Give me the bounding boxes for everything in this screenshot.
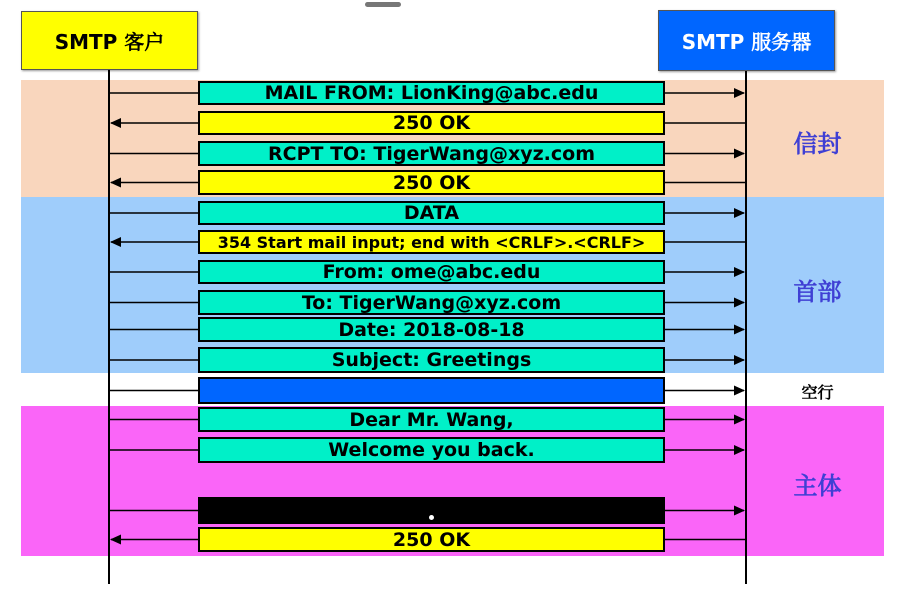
message-text: RCPT TO: TigerWang@xyz.com (268, 142, 595, 165)
smtp-server-label: SMTP 服务器 (681, 30, 812, 54)
arrowhead-to-server-14 (734, 506, 745, 516)
message-text: MAIL FROM: LionKing@abc.edu (264, 82, 599, 104)
message-text: 250 OK (392, 528, 471, 551)
section-blank-line-label: 空行 (801, 383, 834, 402)
arrowhead-to-server-7 (734, 267, 745, 277)
smtp-client-label: SMTP 客户 (54, 30, 165, 54)
message-6 (198, 230, 665, 254)
arrowhead-to-server-9 (734, 325, 745, 335)
message-12 (198, 407, 665, 432)
message-11 (198, 377, 665, 404)
arrowhead-to-server-12 (734, 415, 745, 425)
section-header-label: 首部 (793, 278, 842, 306)
message-text: Date: 2018-08-18 (338, 318, 525, 341)
section-envelope-label: 信封 (793, 130, 842, 158)
message-7 (198, 260, 665, 284)
arrowhead-to-server-5 (734, 208, 745, 218)
message-9 (198, 317, 665, 342)
arrowhead-to-server-13 (734, 445, 745, 455)
end-of-data-dot (429, 515, 434, 520)
message-10 (198, 347, 665, 373)
message-2 (198, 111, 665, 135)
message-13 (198, 437, 665, 463)
message-text: 354 Start mail input; end with <CRLF>.<CRLF> (217, 232, 646, 252)
message-text: DATA (403, 202, 460, 224)
message-5 (198, 201, 665, 225)
arrowhead-to-server-1 (734, 88, 745, 98)
message-15 (198, 527, 665, 552)
arrowhead-to-server-11 (734, 386, 745, 396)
arrowhead-to-client-4 (110, 178, 121, 188)
arrowhead-to-server-8 (734, 298, 745, 308)
arrowhead-to-server-3 (734, 149, 745, 159)
message-text: 250 OK (392, 171, 471, 194)
arrowhead-to-server-10 (734, 355, 745, 365)
arrowhead-to-client-15 (110, 535, 121, 545)
message-text: Welcome you back. (328, 439, 535, 461)
message-text: To: TigerWang@xyz.com (301, 291, 562, 314)
arrowhead-to-client-2 (110, 118, 121, 128)
section-body-label: 主体 (793, 472, 842, 500)
message-1 (198, 81, 665, 105)
message-text: From: ome@abc.edu (322, 261, 541, 283)
message-3 (198, 141, 665, 166)
message-text: Dear Mr. Wang, (349, 408, 514, 431)
message-4 (198, 170, 665, 195)
message-8 (198, 290, 665, 315)
arrowhead-to-client-6 (110, 237, 121, 247)
message-text: 250 OK (392, 112, 471, 134)
message-text: Subject: Greetings (331, 349, 532, 371)
